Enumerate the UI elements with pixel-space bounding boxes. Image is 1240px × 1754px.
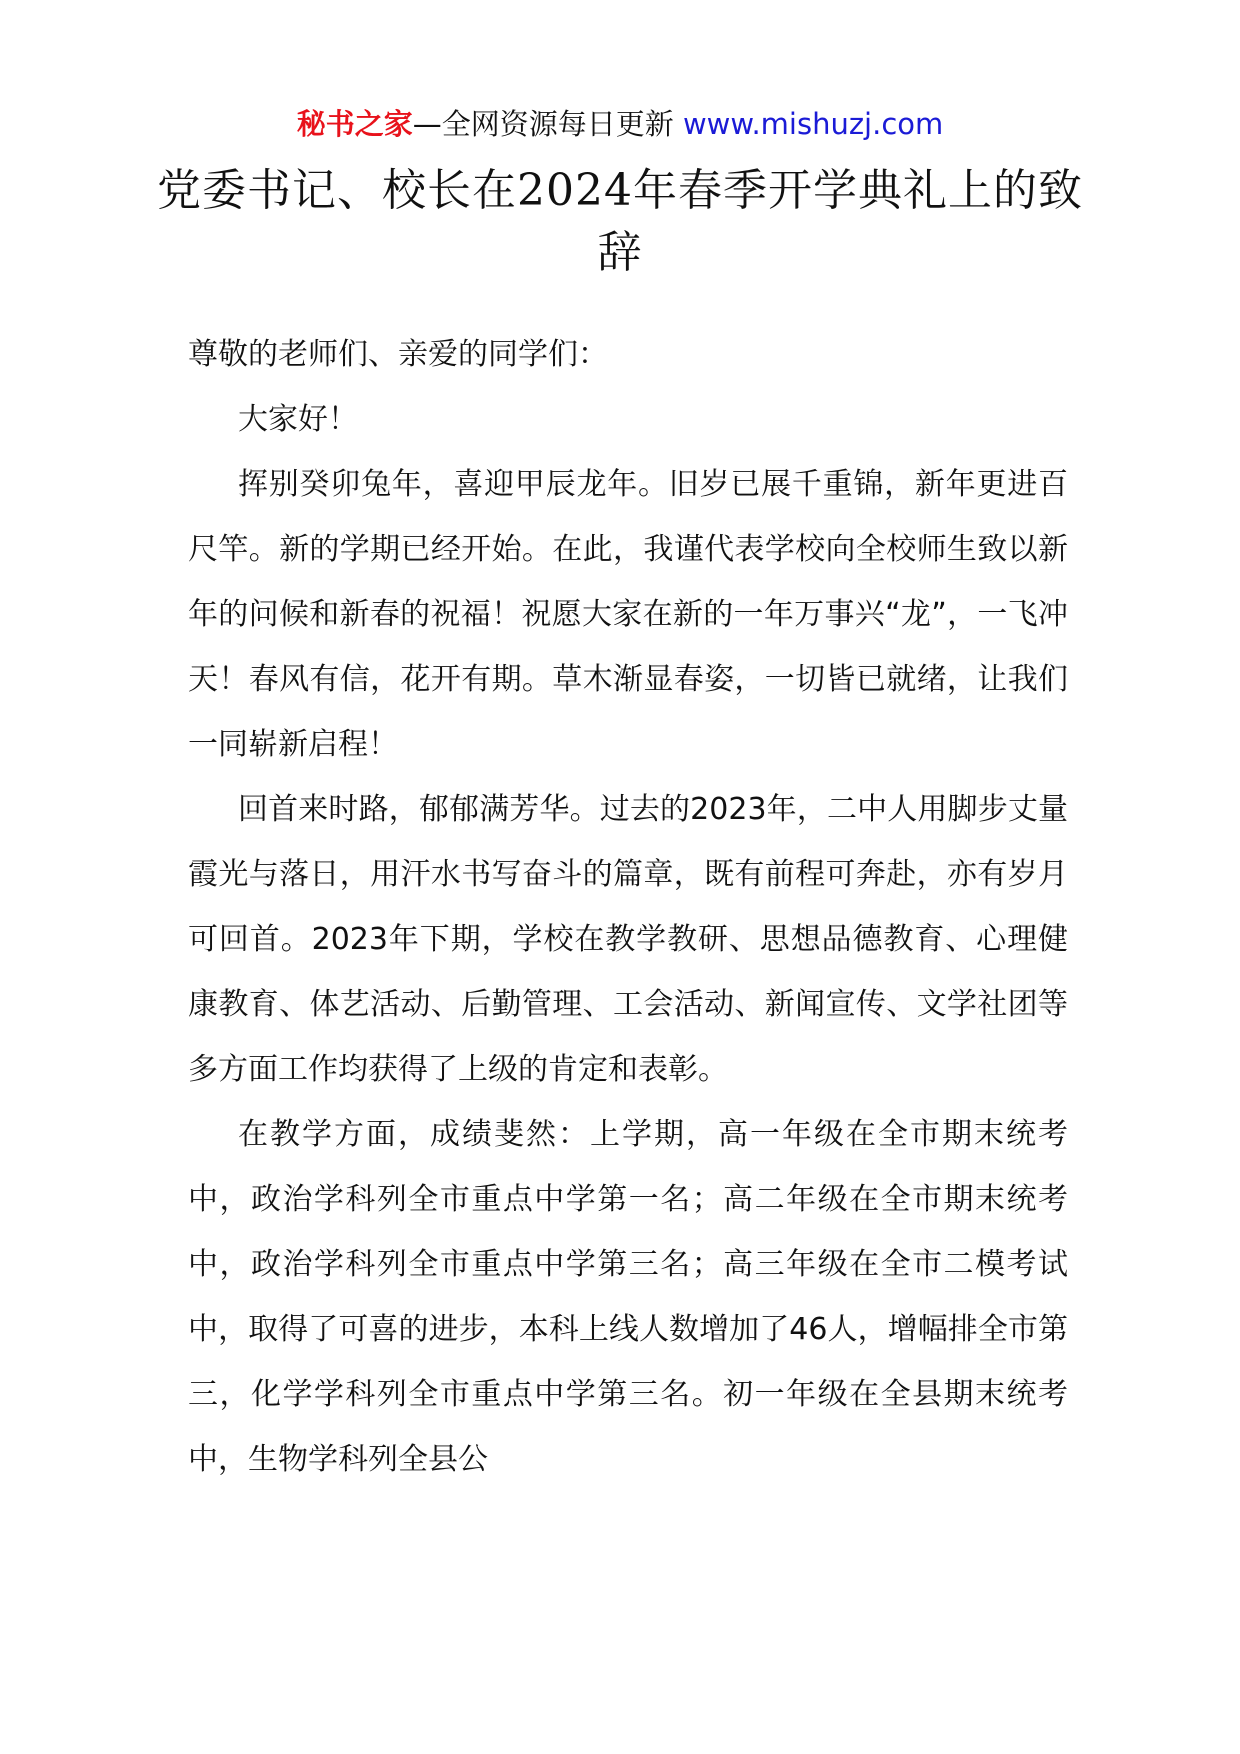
- site-brand: 秘书之家: [296, 107, 413, 141]
- salutation: 尊敬的老师们、亲爱的同学们：: [188, 337, 608, 372]
- site-tagline: —全网资源每日更新: [412, 107, 674, 141]
- document-body: [188, 322, 1068, 1492]
- title-part-2: 年春季开学典礼上的致辞: [597, 165, 1083, 278]
- document-title: [150, 160, 1090, 284]
- title-year: 2024: [517, 165, 633, 216]
- paragraph-new-year: 挥别癸卯兔年，喜迎甲辰龙年。旧岁已展千重锦，新年更进百尺竿。新的学期已经开始。在此，我谨代表学校向全校师生致以新年的问候和新春的祝福！祝愿大家在新的一年万事兴“龙”，一飞冲天！春风有信，花开有期。草木渐显春姿，一切皆已就绪，让我们一同崭新启程！: [188, 467, 1068, 762]
- paragraph-review: 回首来时路，郁郁满芳华。过去的2023年，二中人用脚步丈量霞光与落日，用汗水书写奋斗的篇章，既有前程可奔赴，亦有岁月可回首。2023年下期，学校在教学教研、思想品德教育、心理健康教育、体艺活动、后勤管理、工会活动、新闻宣传、文学社团等多方面工作均获得了上级的肯定和表彰。: [188, 792, 1068, 1087]
- title-part-1: 党委书记、校长在: [157, 165, 517, 216]
- site-banner: [0, 104, 1240, 144]
- paragraph-greeting: 大家好！: [238, 402, 358, 437]
- paragraph-teaching: 在教学方面，成绩斐然：上学期，高一年级在全市期末统考中，政治学科列全市重点中学第一名；高二年级在全市期末统考中，政治学科列全市重点中学第三名；高三年级在全市二模考试中，取得了可喜的进步，本科上线人数增加了46人，增幅排全市第三，化学学科列全市重点中学第三名。初一年级在全县期末统考中，生物学科列全县公: [188, 1117, 1068, 1477]
- site-url-link[interactable]: www.mishuzj.com: [682, 107, 944, 141]
